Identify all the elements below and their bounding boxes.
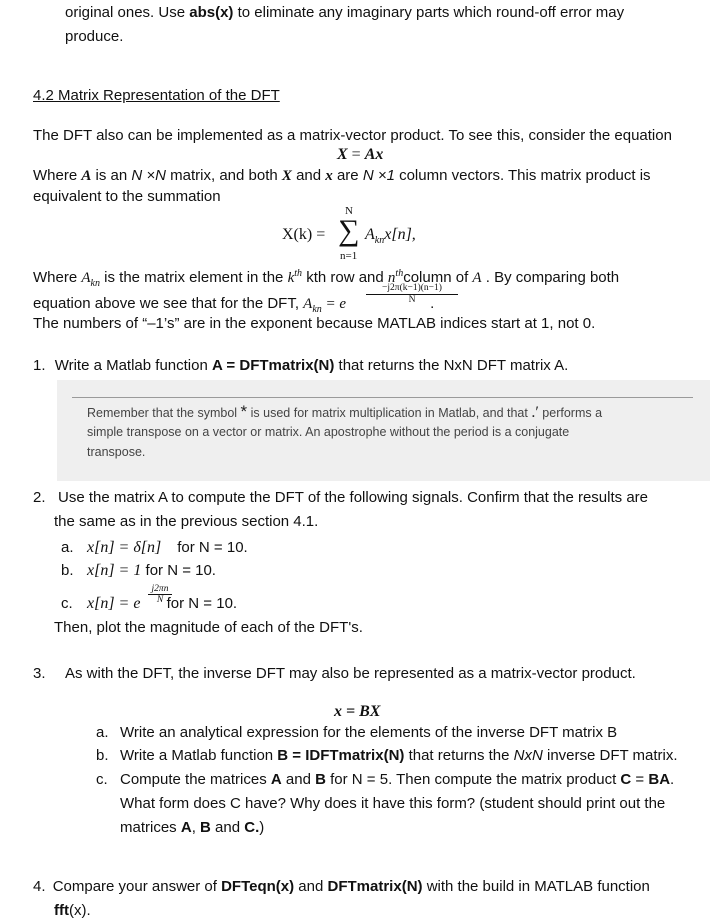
a-symbol: A bbox=[365, 226, 375, 243]
equation-x-bx: x = BX bbox=[334, 703, 381, 720]
text: Remember that the symbol bbox=[87, 406, 241, 420]
intro-where-line bbox=[33, 166, 651, 186]
sum-lhs: X(k) = bbox=[282, 226, 326, 243]
matrix-C: C bbox=[620, 771, 632, 788]
text: = bbox=[631, 771, 649, 788]
section-heading: 4.2 Matrix Representation of the DFT bbox=[33, 87, 280, 104]
a-subscript: kn bbox=[90, 278, 100, 289]
text: is an bbox=[91, 167, 132, 184]
a-symbol: A bbox=[81, 270, 91, 286]
n-superscript: th bbox=[395, 268, 404, 279]
text: that returns the NxN DFT matrix A. bbox=[334, 357, 569, 374]
question-3-line1: As with the DFT, the inverse DFT may also be represented as a matrix-vector product. bbox=[65, 665, 636, 682]
function-dfteqn: DFTeqn(x) bbox=[221, 878, 295, 895]
q3-item-b-label: b. bbox=[96, 747, 109, 764]
q2-item-a bbox=[87, 538, 248, 558]
k-symbol: k bbox=[287, 270, 295, 286]
signal-delta: x[n] = δ[n] bbox=[87, 539, 162, 556]
text: ) bbox=[259, 819, 265, 836]
q2-item-a-label: a. bbox=[61, 539, 74, 556]
text: that returns the bbox=[404, 747, 514, 764]
continued-paragraph-line2: produce. bbox=[65, 28, 124, 45]
question-3-number: 3. bbox=[33, 665, 46, 682]
question-number: 1. bbox=[33, 357, 46, 374]
exponent-denominator: N bbox=[156, 595, 164, 605]
text: Write a Matlab function bbox=[54, 357, 212, 374]
q3-item-c-line3 bbox=[120, 818, 264, 838]
matrix-A: A bbox=[270, 771, 282, 788]
vector-x: x bbox=[325, 168, 333, 184]
matrix-B: B bbox=[200, 819, 211, 836]
where-akn-line bbox=[33, 264, 619, 294]
text: Where bbox=[33, 167, 82, 184]
note-line-1 bbox=[87, 402, 602, 423]
question-4 bbox=[33, 877, 650, 897]
a-subscript: kn bbox=[312, 304, 322, 315]
dot-prime-symbol: .′ bbox=[531, 404, 539, 421]
q3-item-c bbox=[120, 770, 674, 790]
text: (x). bbox=[69, 902, 91, 919]
function-fft: fft bbox=[54, 902, 69, 919]
sigma-icon: ∑ bbox=[338, 214, 360, 247]
code-abs: abs(x) bbox=[189, 4, 234, 21]
text: Write a Matlab function bbox=[120, 747, 278, 764]
n-symbol: n bbox=[387, 270, 396, 286]
text: Compute the matrices bbox=[120, 771, 271, 788]
eq-sign: = bbox=[347, 146, 365, 163]
q2-item-b-label: b. bbox=[61, 562, 74, 579]
x-of-n: x[n], bbox=[384, 226, 416, 243]
question-2-line2: the same as in the previous section 4.1. bbox=[54, 513, 319, 530]
question-4-line2 bbox=[54, 901, 91, 921]
q3-item-a-label: a. bbox=[96, 724, 109, 741]
text: and bbox=[294, 878, 328, 895]
eq-rhs: Ax bbox=[364, 146, 384, 163]
function-signature: B = IDFTmatrix(N) bbox=[277, 747, 405, 764]
exponent-numerator: j2πn bbox=[148, 584, 172, 595]
intro-paragraph: The DFT also can be implemented as a matrix-vector product. To see this, consider the equation bbox=[33, 127, 672, 144]
question-number: 4. bbox=[33, 878, 46, 895]
signal-one: x[n] = 1 bbox=[87, 562, 142, 579]
question-2-number: 2. bbox=[33, 489, 46, 506]
text: for N = 10. bbox=[177, 539, 248, 556]
eq-lhs: X bbox=[337, 146, 348, 163]
text: performs a bbox=[538, 406, 603, 420]
question-2-line1: Use the matrix A to compute the DFT of the following signals. Confirm that the results are bbox=[58, 489, 648, 506]
text: for N = 10. bbox=[141, 562, 216, 579]
dim-nxn: NxN bbox=[513, 747, 543, 764]
text: . bbox=[670, 771, 675, 788]
q3-item-a: Write an analytical expression for the elements of the inverse DFT matrix B bbox=[120, 724, 618, 741]
function-signature: A = DFTmatrix(N) bbox=[211, 357, 335, 374]
text: Where bbox=[33, 269, 82, 286]
text: is used for matrix multiplication in Matlab, and that bbox=[247, 406, 532, 420]
text: for N = 10. bbox=[162, 595, 238, 612]
q2-then-line: Then, plot the magnitude of each of the DFT's. bbox=[54, 619, 363, 636]
equals-e: = e bbox=[321, 296, 347, 312]
text: matrices bbox=[120, 819, 181, 836]
text: to eliminate any imaginary parts which round-off error may bbox=[233, 4, 625, 21]
signal-exp: x[n] = e bbox=[87, 595, 141, 612]
equation-x-ax bbox=[337, 145, 383, 165]
matrix-A: A bbox=[180, 819, 192, 836]
text: column of bbox=[403, 269, 473, 286]
text: Compare your answer of bbox=[52, 878, 222, 895]
text: and bbox=[281, 771, 316, 788]
text: equation above we see that for the DFT, bbox=[33, 295, 304, 312]
q3-item-b bbox=[120, 746, 678, 766]
q2-item-c bbox=[87, 594, 237, 614]
period: . bbox=[430, 295, 435, 312]
minus-one-note: The numbers of “–1’s” are in the exponent because MATLAB indices start at 1, not 0. bbox=[33, 315, 596, 332]
text: matrix, and both bbox=[166, 167, 282, 184]
matrix-A: A bbox=[81, 168, 92, 184]
text: , bbox=[191, 819, 201, 836]
q2-item-c-label: c. bbox=[61, 595, 73, 612]
intro-summation-line: equivalent to the summation bbox=[33, 188, 221, 205]
sum-upper-limit: N bbox=[345, 205, 353, 217]
text: and bbox=[291, 167, 326, 184]
q2-item-b bbox=[87, 561, 216, 581]
matrix-B: B bbox=[315, 771, 326, 788]
text: original ones. Use bbox=[65, 4, 190, 21]
a-symbol: A bbox=[472, 270, 482, 286]
exponent-denominator: N bbox=[408, 295, 416, 305]
matrix-BA: BA bbox=[648, 771, 671, 788]
note-line-3: transpose. bbox=[87, 445, 146, 459]
dim-nx1: N ×1 bbox=[362, 167, 395, 184]
text: are bbox=[332, 167, 363, 184]
note-line-2: simple transpose on a vector or matrix. An apostrophe without the period is a conjugate bbox=[87, 425, 570, 439]
exponent-numerator: −j2π(k−1)(n−1) bbox=[366, 283, 458, 295]
function-dftmatrix: DFTmatrix(N) bbox=[327, 878, 423, 895]
text: kth row and bbox=[302, 269, 388, 286]
q3-item-c-label: c. bbox=[96, 771, 108, 788]
text: . By comparing both bbox=[481, 269, 620, 286]
a-symbol: A bbox=[303, 296, 313, 312]
vector-X: X bbox=[281, 168, 292, 184]
matrix-C: C. bbox=[244, 819, 260, 836]
k-superscript: th bbox=[294, 268, 303, 279]
q3-item-c-line2: What form does C have? Why does it have this form? (student should print out the bbox=[120, 795, 666, 812]
text: is the matrix element in the bbox=[99, 269, 288, 286]
note-divider bbox=[72, 397, 693, 398]
dim-nxn: N ×N bbox=[131, 167, 166, 184]
sum-lower-limit: n=1 bbox=[340, 250, 358, 262]
text: inverse DFT matrix. bbox=[542, 747, 678, 764]
sum-rhs bbox=[365, 226, 416, 246]
star-symbol: * bbox=[240, 402, 248, 421]
text: column vectors. This matrix product is bbox=[394, 167, 651, 184]
text: for N = 5. Then compute the matrix product bbox=[325, 771, 621, 788]
a-subscript: kn bbox=[374, 235, 385, 247]
question-1 bbox=[33, 356, 568, 376]
text: and bbox=[210, 819, 245, 836]
continued-paragraph bbox=[65, 3, 624, 23]
text: with the build in MATLAB function bbox=[422, 878, 650, 895]
